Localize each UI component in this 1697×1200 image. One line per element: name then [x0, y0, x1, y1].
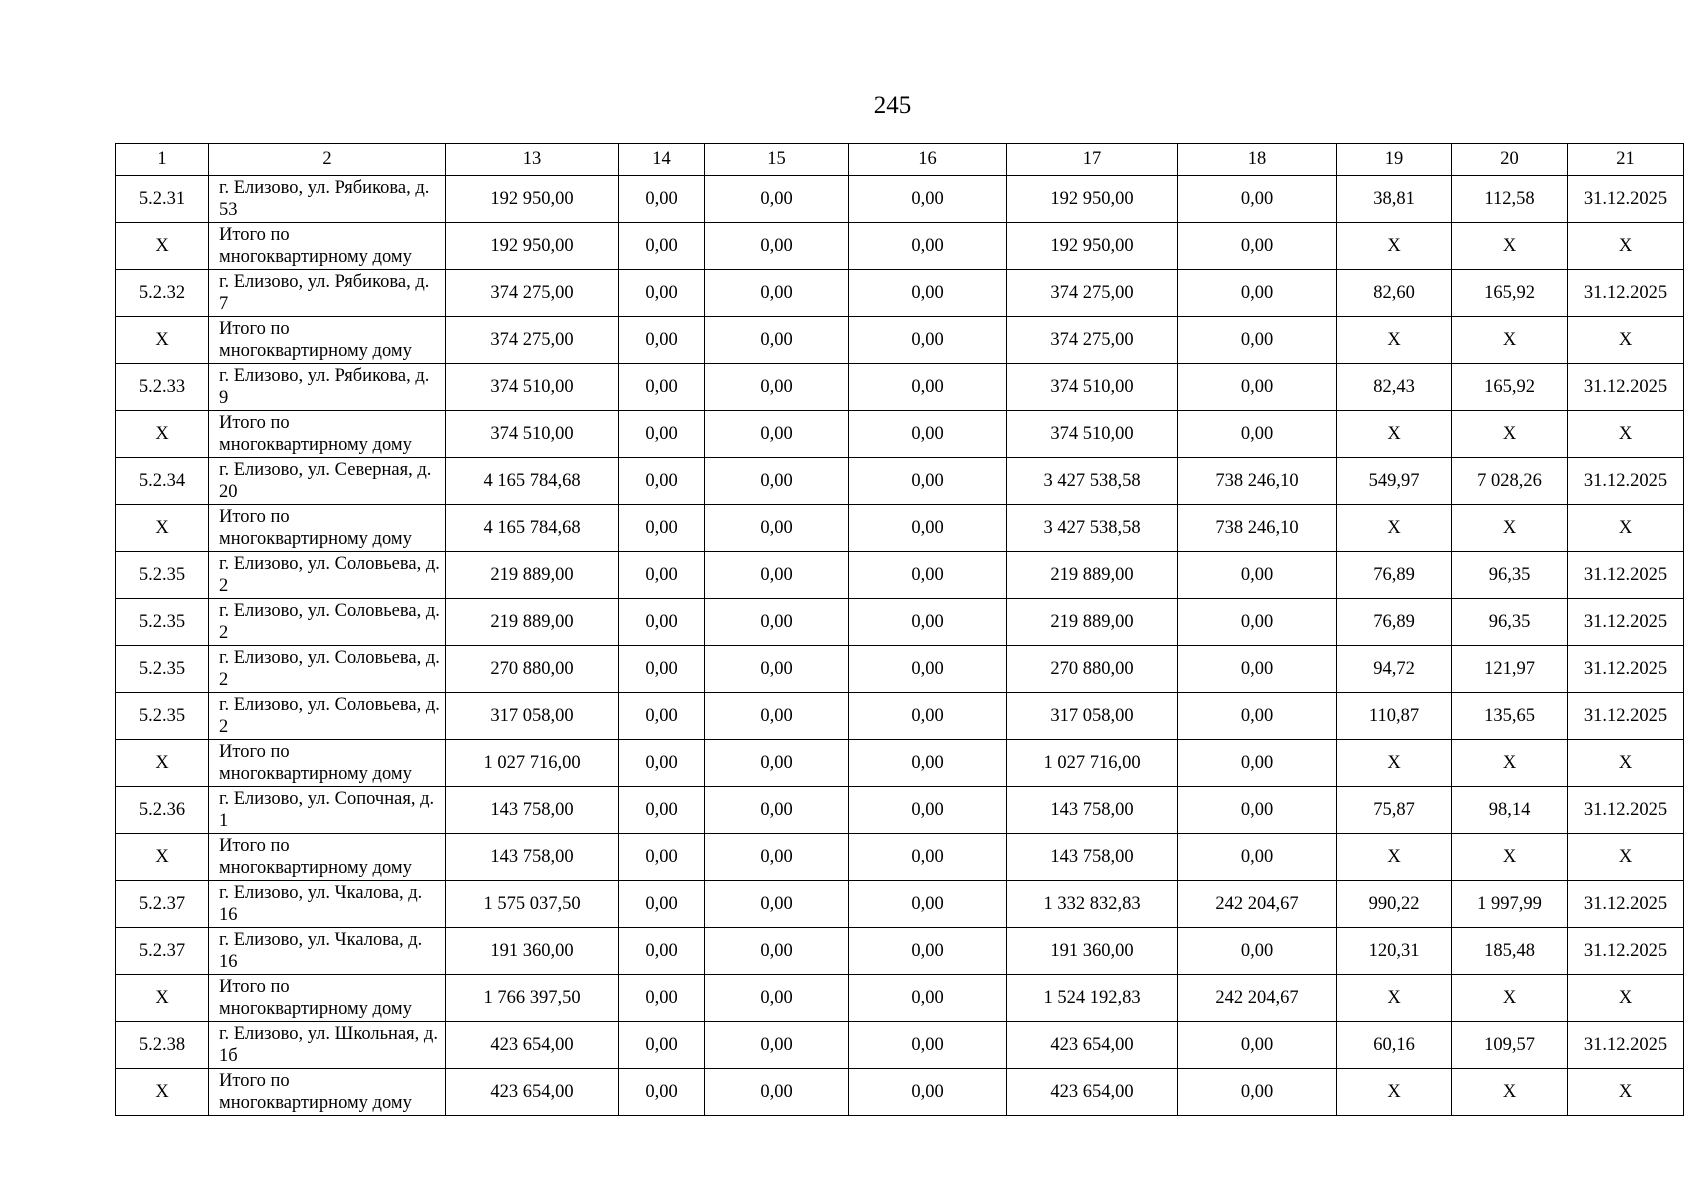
table-row — [116, 881, 1684, 928]
table-cell: Х — [116, 223, 209, 270]
address-cell: г. Елизово, ул. Чкалова, д. 16 — [209, 928, 446, 975]
table-cell: 0,00 — [849, 693, 1007, 740]
table-cell: Х — [1452, 223, 1568, 270]
table-cell: 4 165 784,68 — [446, 505, 619, 552]
table-cell: 0,00 — [619, 176, 705, 223]
table-cell: 31.12.2025 — [1568, 881, 1684, 928]
table-body — [116, 176, 1684, 1116]
table-cell: 0,00 — [849, 458, 1007, 505]
table-cell: 0,00 — [849, 552, 1007, 599]
address-cell: г. Елизово, ул. Соловьева, д. 2 — [209, 552, 446, 599]
table-cell: 0,00 — [1178, 176, 1337, 223]
table-row — [116, 599, 1684, 646]
table-cell: 0,00 — [849, 834, 1007, 881]
table-cell: 0,00 — [619, 411, 705, 458]
table-cell: 143 758,00 — [446, 787, 619, 834]
header-row — [116, 144, 1684, 176]
table-row — [116, 1022, 1684, 1069]
table-cell: 374 510,00 — [446, 364, 619, 411]
table-cell: 374 510,00 — [446, 411, 619, 458]
table-cell: 0,00 — [849, 1022, 1007, 1069]
table-cell: Х — [1568, 317, 1684, 364]
address-cell: Итого по многоквартирному дому — [209, 834, 446, 881]
table-cell: 76,89 — [1337, 552, 1452, 599]
table-cell: 191 360,00 — [1007, 928, 1178, 975]
address-cell: г. Елизово, ул. Северная, д. 20 — [209, 458, 446, 505]
table-cell: 0,00 — [705, 270, 849, 317]
table-cell: 374 510,00 — [1007, 364, 1178, 411]
table-cell: 0,00 — [619, 223, 705, 270]
table-cell: 0,00 — [705, 317, 849, 364]
column-header: 19 — [1337, 144, 1452, 176]
table-cell: 0,00 — [705, 646, 849, 693]
table-cell: Х — [1568, 505, 1684, 552]
table-row — [116, 1069, 1684, 1116]
table-cell: Х — [1568, 834, 1684, 881]
table-row — [116, 270, 1684, 317]
table-cell: 423 654,00 — [446, 1069, 619, 1116]
address-cell: г. Елизово, ул. Рябикова, д. 7 — [209, 270, 446, 317]
table-cell: 143 758,00 — [446, 834, 619, 881]
table-cell: 990,22 — [1337, 881, 1452, 928]
table-cell: 143 758,00 — [1007, 787, 1178, 834]
table-cell: 0,00 — [849, 740, 1007, 787]
table-cell: Х — [1337, 317, 1452, 364]
table-cell: 0,00 — [619, 1069, 705, 1116]
table-cell: 1 332 832,83 — [1007, 881, 1178, 928]
table-cell: 0,00 — [849, 223, 1007, 270]
table-cell: 1 997,99 — [1452, 881, 1568, 928]
address-cell: г. Елизово, ул. Сопочная, д. 1 — [209, 787, 446, 834]
table-cell: 31.12.2025 — [1568, 928, 1684, 975]
address-cell: г. Елизово, ул. Рябикова, д. 9 — [209, 364, 446, 411]
table-cell: 0,00 — [1178, 928, 1337, 975]
table-cell: 5.2.38 — [116, 1022, 209, 1069]
table-cell: 0,00 — [619, 458, 705, 505]
table-cell: 0,00 — [849, 1069, 1007, 1116]
table-cell: Х — [1568, 223, 1684, 270]
table-cell: 219 889,00 — [446, 552, 619, 599]
table-cell: 3 427 538,58 — [1007, 458, 1178, 505]
table-cell: 185,48 — [1452, 928, 1568, 975]
table-row — [116, 364, 1684, 411]
address-cell: Итого по многоквартирному дому — [209, 223, 446, 270]
address-cell: г. Елизово, ул. Рябикова, д. 53 — [209, 176, 446, 223]
table-row — [116, 411, 1684, 458]
table-cell: 96,35 — [1452, 552, 1568, 599]
table-cell: Х — [1568, 1069, 1684, 1116]
table-cell: 5.2.37 — [116, 928, 209, 975]
address-cell: Итого по многоквартирному дому — [209, 505, 446, 552]
table-cell: 0,00 — [1178, 740, 1337, 787]
table-cell: 0,00 — [849, 364, 1007, 411]
table-cell: 110,87 — [1337, 693, 1452, 740]
table-row — [116, 176, 1684, 223]
table-cell: 82,60 — [1337, 270, 1452, 317]
table-cell: 98,14 — [1452, 787, 1568, 834]
table-cell: 31.12.2025 — [1568, 552, 1684, 599]
table-cell: 5.2.31 — [116, 176, 209, 223]
table-cell: Х — [116, 1069, 209, 1116]
table-cell: 112,58 — [1452, 176, 1568, 223]
table-header — [116, 144, 1684, 176]
column-header: 1 — [116, 144, 209, 176]
table-cell: 374 275,00 — [446, 270, 619, 317]
table-cell: 1 027 716,00 — [1007, 740, 1178, 787]
table-cell: 219 889,00 — [1007, 552, 1178, 599]
table-cell: 192 950,00 — [446, 176, 619, 223]
table-cell: 5.2.35 — [116, 552, 209, 599]
address-cell: г. Елизово, ул. Соловьева, д. 2 — [209, 646, 446, 693]
table-cell: 191 360,00 — [446, 928, 619, 975]
table-cell: 0,00 — [705, 740, 849, 787]
table-row — [116, 740, 1684, 787]
table-cell: 270 880,00 — [446, 646, 619, 693]
table-cell: 5.2.35 — [116, 693, 209, 740]
table-cell: Х — [1337, 223, 1452, 270]
table-cell: 60,16 — [1337, 1022, 1452, 1069]
address-cell: Итого по многоквартирному дому — [209, 411, 446, 458]
table-cell: 423 654,00 — [446, 1022, 619, 1069]
table-cell: 0,00 — [705, 176, 849, 223]
table-cell: 0,00 — [849, 646, 1007, 693]
table-cell: 165,92 — [1452, 270, 1568, 317]
table-cell: 5.2.35 — [116, 599, 209, 646]
table-row — [116, 928, 1684, 975]
table-cell: 0,00 — [849, 505, 1007, 552]
table-cell: Х — [1452, 505, 1568, 552]
address-cell: г. Елизово, ул. Соловьева, д. 2 — [209, 599, 446, 646]
page-number: 245 — [873, 92, 912, 119]
table-cell: 0,00 — [1178, 270, 1337, 317]
table-row — [116, 693, 1684, 740]
table-cell: 0,00 — [1178, 364, 1337, 411]
table-cell: Х — [1568, 740, 1684, 787]
table-cell: Х — [1337, 975, 1452, 1022]
table-cell: Х — [116, 975, 209, 1022]
table-cell: 31.12.2025 — [1568, 176, 1684, 223]
column-header: 2 — [209, 144, 446, 176]
table-cell: Х — [116, 317, 209, 364]
table-cell: 5.2.34 — [116, 458, 209, 505]
table-cell: Х — [1452, 1069, 1568, 1116]
table-cell: 94,72 — [1337, 646, 1452, 693]
table-cell: Х — [1337, 505, 1452, 552]
table-cell: 38,81 — [1337, 176, 1452, 223]
table-cell: 0,00 — [705, 693, 849, 740]
table-cell: 270 880,00 — [1007, 646, 1178, 693]
column-header: 14 — [619, 144, 705, 176]
table-cell: 109,57 — [1452, 1022, 1568, 1069]
table-cell: 192 950,00 — [1007, 176, 1178, 223]
column-header: 21 — [1568, 144, 1684, 176]
table-cell: 0,00 — [619, 881, 705, 928]
table-cell: Х — [1452, 740, 1568, 787]
table-cell: 5.2.36 — [116, 787, 209, 834]
table-cell: 219 889,00 — [1007, 599, 1178, 646]
table-cell: 0,00 — [705, 505, 849, 552]
table-cell: 7 028,26 — [1452, 458, 1568, 505]
table-cell: 0,00 — [705, 787, 849, 834]
table-cell: 31.12.2025 — [1568, 364, 1684, 411]
table-cell: 0,00 — [849, 270, 1007, 317]
table-cell: 135,65 — [1452, 693, 1568, 740]
column-header: 20 — [1452, 144, 1568, 176]
table-cell: Х — [1452, 317, 1568, 364]
table-cell: 0,00 — [849, 881, 1007, 928]
table-cell: 0,00 — [705, 411, 849, 458]
table-row — [116, 834, 1684, 881]
table-cell: 423 654,00 — [1007, 1022, 1178, 1069]
table-cell: Х — [1337, 1069, 1452, 1116]
table-cell: 374 275,00 — [1007, 317, 1178, 364]
table-cell: 0,00 — [705, 1069, 849, 1116]
table-cell: Х — [1452, 411, 1568, 458]
table-cell: 0,00 — [705, 223, 849, 270]
table-cell: 0,00 — [1178, 693, 1337, 740]
table-cell: 75,87 — [1337, 787, 1452, 834]
table-cell: 0,00 — [1178, 1022, 1337, 1069]
address-cell: г. Елизово, ул. Чкалова, д. 16 — [209, 881, 446, 928]
table-cell: Х — [1452, 975, 1568, 1022]
table-cell: 0,00 — [1178, 599, 1337, 646]
table-cell: 374 510,00 — [1007, 411, 1178, 458]
table-cell: 0,00 — [1178, 646, 1337, 693]
table-row — [116, 552, 1684, 599]
table-cell: Х — [1452, 834, 1568, 881]
table-cell: Х — [1337, 411, 1452, 458]
table-cell: 120,31 — [1337, 928, 1452, 975]
table-cell: 0,00 — [849, 317, 1007, 364]
table-cell: 0,00 — [849, 928, 1007, 975]
table-cell: 31.12.2025 — [1568, 270, 1684, 317]
table-cell: 0,00 — [705, 552, 849, 599]
table-cell: Х — [1337, 834, 1452, 881]
table-cell: Х — [116, 740, 209, 787]
table-cell: 0,00 — [619, 505, 705, 552]
table-cell: 5.2.33 — [116, 364, 209, 411]
table-cell: 0,00 — [619, 834, 705, 881]
table-cell: 0,00 — [619, 317, 705, 364]
table-cell: 192 950,00 — [446, 223, 619, 270]
table-cell: 121,97 — [1452, 646, 1568, 693]
table-cell: 0,00 — [1178, 317, 1337, 364]
table-cell: 374 275,00 — [446, 317, 619, 364]
table-cell: 219 889,00 — [446, 599, 619, 646]
table-cell: Х — [1568, 975, 1684, 1022]
table-row — [116, 646, 1684, 693]
table-cell: 192 950,00 — [1007, 223, 1178, 270]
address-cell: Итого по многоквартирному дому — [209, 740, 446, 787]
address-cell: Итого по многоквартирному дому — [209, 1069, 446, 1116]
table-cell: 0,00 — [619, 975, 705, 1022]
table-cell: 0,00 — [705, 834, 849, 881]
table-cell: 0,00 — [1178, 1069, 1337, 1116]
table-cell: 0,00 — [849, 787, 1007, 834]
table-cell: 0,00 — [619, 646, 705, 693]
table-cell: 0,00 — [619, 740, 705, 787]
table-cell: 317 058,00 — [1007, 693, 1178, 740]
address-cell: г. Елизово, ул. Соловьева, д. 2 — [209, 693, 446, 740]
table-cell: 165,92 — [1452, 364, 1568, 411]
table-cell: 0,00 — [849, 411, 1007, 458]
table-cell: 423 654,00 — [1007, 1069, 1178, 1116]
table-cell: 0,00 — [705, 975, 849, 1022]
table-cell: 0,00 — [619, 599, 705, 646]
table-row — [116, 317, 1684, 364]
table-cell: 0,00 — [705, 458, 849, 505]
table-cell: 82,43 — [1337, 364, 1452, 411]
table-cell: 0,00 — [619, 1022, 705, 1069]
table-row — [116, 223, 1684, 270]
table-row — [116, 505, 1684, 552]
table-cell: Х — [1337, 740, 1452, 787]
table-cell: 5.2.32 — [116, 270, 209, 317]
table-row — [116, 458, 1684, 505]
table-cell: 1 766 397,50 — [446, 975, 619, 1022]
table-cell: 0,00 — [705, 599, 849, 646]
table-cell: 76,89 — [1337, 599, 1452, 646]
table-cell: 4 165 784,68 — [446, 458, 619, 505]
table-cell: 549,97 — [1337, 458, 1452, 505]
address-cell: г. Елизово, ул. Школьная, д. 1б — [209, 1022, 446, 1069]
table-cell: 738 246,10 — [1178, 505, 1337, 552]
table-cell: 374 275,00 — [1007, 270, 1178, 317]
table-cell: 5.2.35 — [116, 646, 209, 693]
table-cell: 31.12.2025 — [1568, 693, 1684, 740]
table-cell: 0,00 — [1178, 787, 1337, 834]
table-cell: 0,00 — [705, 881, 849, 928]
address-cell: Итого по многоквартирному дому — [209, 975, 446, 1022]
table-cell: 738 246,10 — [1178, 458, 1337, 505]
table-cell: 3 427 538,58 — [1007, 505, 1178, 552]
table-cell: 0,00 — [619, 928, 705, 975]
column-header: 16 — [849, 144, 1007, 176]
table-row — [116, 975, 1684, 1022]
table-cell: 0,00 — [849, 975, 1007, 1022]
data-table — [115, 143, 1684, 1116]
table-cell: 1 524 192,83 — [1007, 975, 1178, 1022]
table-cell: 0,00 — [849, 176, 1007, 223]
table-row — [116, 787, 1684, 834]
table-cell: 0,00 — [619, 552, 705, 599]
table-cell: 31.12.2025 — [1568, 458, 1684, 505]
table-cell: 0,00 — [1178, 834, 1337, 881]
table-cell: 0,00 — [619, 270, 705, 317]
table-cell: 31.12.2025 — [1568, 787, 1684, 834]
table-cell: 1 027 716,00 — [446, 740, 619, 787]
table-cell: Х — [116, 411, 209, 458]
table-cell: 0,00 — [1178, 411, 1337, 458]
column-header: 15 — [705, 144, 849, 176]
table-cell: 0,00 — [619, 787, 705, 834]
table-cell: 0,00 — [619, 693, 705, 740]
column-header: 18 — [1178, 144, 1337, 176]
table-cell: 242 204,67 — [1178, 881, 1337, 928]
table-cell: 0,00 — [705, 928, 849, 975]
table-cell: Х — [1568, 411, 1684, 458]
table-cell: 0,00 — [619, 364, 705, 411]
table-cell: 0,00 — [705, 1022, 849, 1069]
table-cell: 31.12.2025 — [1568, 646, 1684, 693]
table-cell: 96,35 — [1452, 599, 1568, 646]
table-cell: 5.2.37 — [116, 881, 209, 928]
table-cell: 0,00 — [1178, 223, 1337, 270]
table-cell: 0,00 — [849, 599, 1007, 646]
column-header: 17 — [1007, 144, 1178, 176]
column-header: 13 — [446, 144, 619, 176]
table-cell: 317 058,00 — [446, 693, 619, 740]
table-cell: Х — [116, 505, 209, 552]
table-cell: 0,00 — [1178, 552, 1337, 599]
address-cell: Итого по многоквартирному дому — [209, 317, 446, 364]
table-cell: 143 758,00 — [1007, 834, 1178, 881]
table-cell: 242 204,67 — [1178, 975, 1337, 1022]
table-cell: 31.12.2025 — [1568, 599, 1684, 646]
table-cell: 0,00 — [705, 364, 849, 411]
table-cell: 31.12.2025 — [1568, 1022, 1684, 1069]
table-cell: 1 575 037,50 — [446, 881, 619, 928]
table-cell: Х — [116, 834, 209, 881]
